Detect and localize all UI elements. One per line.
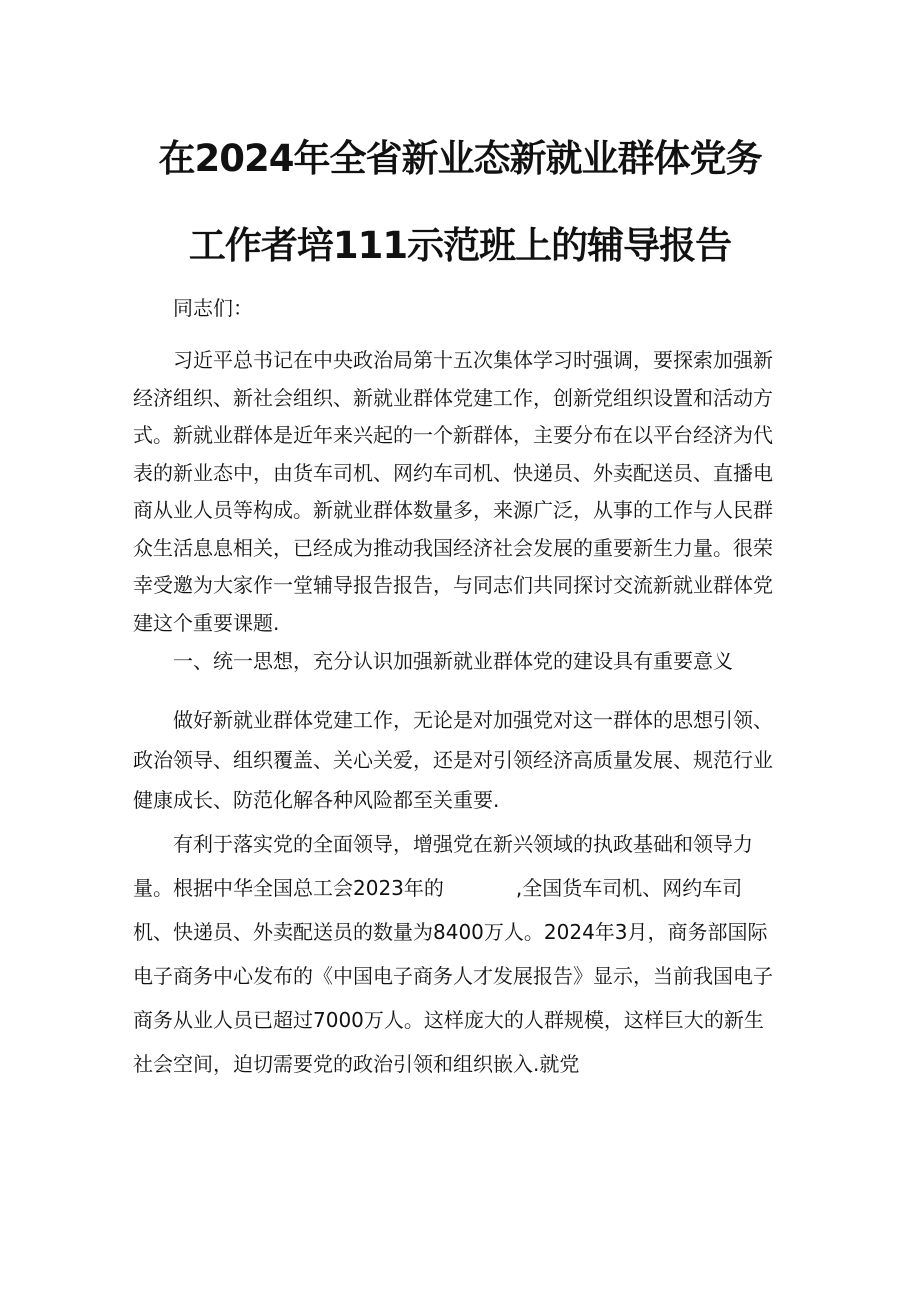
- paragraph-3-part-1: 有利于落实党的全面领导，增强党在新兴领域的执政基础和领导力量。根据中华全国总工会2023年的: [133, 832, 753, 900]
- section-heading-1: 一、统一思想，充分认识加强新就业群体党的建设具有重要意义: [173, 649, 733, 673]
- greeting: 同志们：: [173, 296, 253, 320]
- title-line-2: 工作者培111示范班上的辅导报告: [188, 224, 732, 267]
- paragraph-3: [133, 822, 773, 1086]
- paragraph-2: 做好新就业群体党建工作，无论是对加强党对这一群体的思想引领、政治领导、组织覆盖、关心关爱，还是对引领经济高质量发展、规范行业健康成长、防范化解各种风险都至关重要.: [133, 708, 773, 812]
- title-line-1: 在2024年全省新业态新就业群体党务: [158, 137, 762, 180]
- paragraph-3-part-2: ,全国货车司机、网约车司机、快递员、外卖配送员的数量为8400万人。2024年3月，商务部国际电子商务中心发布的《中国电子商务人才发展报告》显示，当前我国电子商务从业人员已超过7000万人。这样庞大的人群规模，这样巨大的新生社会空间，迫切需要党的政治引领和组织嵌入.就党: [133, 876, 773, 1076]
- paragraph-1: 习近平总书记在中央政治局第十五次集体学习时强调，要探索加强新经济组织、新社会组织、新就业群体党建工作，创新党组织设置和活动方式。新就业群体是近年来兴起的一个新群体，主要分布在以平台经济为代表的新业态中，由货车司机、网约车司机、快递员、外卖配送员、直播电商从业人员等构成。新就业群体数量多，来源广泛，从事的工作与人民群众生活息息相关，已经成为推动我国经济社会发展的重要新生力量。很荣幸受邀为大家作一堂辅导报告报告，与同志们共同探讨交流新就业群体党建这个重要课题.: [133, 348, 773, 635]
